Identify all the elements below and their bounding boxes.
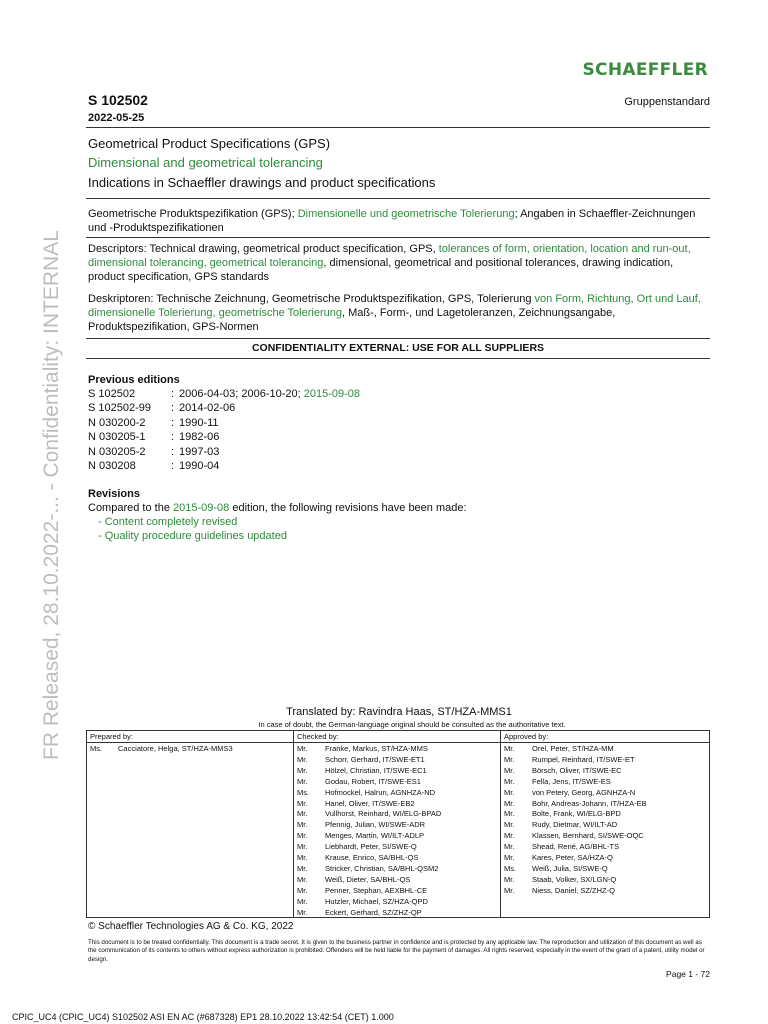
descriptors-part: Descriptors: Technical drawing, geometrical product specification, GPS, [88, 243, 439, 255]
edition-dates-text: 1997-03 [179, 445, 220, 458]
footer-metadata: CPIC_UC4 (CPIC_UC4) S102502 ASI EN AC (#687328) EP1 28.10.2022 13:42:54 (CET) 1.000 [12, 1012, 394, 1022]
previous-editions-heading: Previous editions [88, 374, 180, 386]
signatory-name: Liebhardt, Peter, SI/SWE-Q [325, 842, 417, 852]
schaeffler-logo: SCHAEFFLER [582, 60, 708, 80]
signatory-salutation: Mr. [297, 798, 308, 808]
edition-separator: : [171, 460, 175, 472]
divider [86, 237, 710, 238]
approved-by-column [501, 731, 709, 917]
edition-code: N 030200-2 [88, 416, 146, 429]
signatory-name: Klassen, Bernhard, SI/SWE-OQC [532, 831, 644, 841]
signatory-name: Rudy, Dietmar, WI/ILT-AD [532, 820, 618, 830]
edition-dates [179, 417, 219, 429]
signatory-name: Shead, René, AG/BHL-TS [532, 842, 620, 852]
signatory-salutation: Mr. [504, 744, 515, 753]
signatory-name: Cacciatore, Helga, ST/HZA-MMS3 [118, 744, 233, 753]
signatory-salutation: Mr. [504, 765, 515, 775]
signatory-name: Orel, Peter, ST/HZA-MM [532, 744, 614, 753]
signatory-name: Godau, Robert, IT/SWE-ES1 [325, 776, 421, 786]
signatory-name: Niess, Daniel, SZ/ZHZ-Q [532, 885, 615, 895]
document-number: S 102502 [88, 92, 148, 108]
signatory-name: von Petery, Georg, AGNHZA-N [532, 787, 636, 797]
signatory-salutation: Mr. [297, 896, 308, 906]
title-line-2: Dimensional and geometrical tolerancing [88, 155, 323, 170]
signatory-name: Eckert, Gerhard, SZ/ZHZ-QP [325, 907, 422, 917]
signatory-name: Fella, Jens, IT/SWE-ES [532, 776, 611, 786]
signatory-salutation: Mr. [504, 820, 515, 830]
divider [86, 338, 710, 339]
edition-dates-text: 1990-04 [179, 460, 220, 472]
signatory-salutation: Mr. [504, 787, 515, 797]
descriptors-part: , Maß-, Form-, und Lagetoleranzen, Zeichnungsangabe, Produktspezifikation, GPS-Normen [88, 307, 616, 333]
signatory-name: Börsch, Oliver, IT/SWE-EC [532, 765, 622, 775]
signatory-salutation: Ms. [297, 787, 310, 797]
edition-dates-text: 1990-11 [179, 416, 219, 429]
edition-code: S 102502 [88, 388, 136, 400]
signatory-salutation: Mr. [297, 776, 308, 786]
signatory-salutation: Mr. [297, 863, 308, 873]
divider [294, 742, 500, 743]
disclaimer: This document is to be treated confidentially. This document is a trade secret. It is given to the business partner in confidence and is protected by any applicable law. The reproduction and utilization of this document as well as the communication of its contents to others without express authorization is prohibited. Offenders will be held liable for the payment of damages. All rights reserved, especially in the event of the grant of a patent, utility model or design. [88, 939, 705, 963]
divider [87, 742, 293, 743]
edition-separator: : [171, 445, 175, 458]
signatures-table [86, 730, 710, 918]
prepared-by-column [87, 731, 294, 917]
signatory-name: Weiß, Dieter, SA/BHL-QS [325, 874, 411, 884]
signatory-name: Kares, Peter, SA/HZA-Q [532, 853, 613, 862]
edition-separator: : [171, 431, 175, 444]
signatory-salutation: Mr. [297, 885, 308, 895]
signatory-name: Staab, Volker, SX/LGN-Q [532, 874, 617, 884]
edition-code: N 030205-2 [88, 445, 146, 458]
descriptors-german [88, 292, 710, 334]
revisions-heading: Revisions [88, 488, 140, 500]
edition-separator: : [171, 388, 175, 400]
signatory-salutation: Mr. [297, 765, 308, 775]
edition-separator: : [171, 402, 175, 415]
copyright: © Schaeffler Technologies AG & Co. KG, 2022 [88, 921, 294, 932]
edition-dates-text: 2014-02-06 [179, 402, 236, 415]
title-line-1: Geometrical Product Specifications (GPS) [88, 136, 331, 151]
descriptors-highlight: tolerances of form, orientation, location and run-out, dimensional tolerancing, geometrical tolerancing [88, 243, 691, 269]
edition-separator: : [171, 416, 175, 429]
signatory-salutation: Mr. [297, 820, 308, 830]
signatory-name: Krause, Enrico, SA/BHL-QS [325, 853, 419, 862]
signatory-name: Weiß, Julia, SI/SWE-Q [532, 863, 608, 873]
confidentiality-watermark: FR Released, 28.10.2022-... - Confidentiality: INTERNAL [40, 230, 63, 760]
signatory-salutation: Mr. [297, 853, 308, 862]
signatory-name: Franke, Markus, ST/HZA-MMS [325, 744, 428, 753]
signatory-salutation: Mr. [297, 842, 308, 852]
signatory-name: Pfennig, Julian, WI/SWE-ADR [325, 820, 426, 830]
approved-by-label: Approved by: [504, 732, 549, 741]
signatory-name: Penner, Stephan, AEXBHL-CE [325, 885, 428, 895]
signatory-name: Bolte, Frank, WI/ELG-BPD [532, 809, 621, 819]
translated-by: Translated by: Ravindra Haas, ST/HZA-MMS1 [286, 706, 512, 718]
edition-code: S 102502-99 [88, 402, 151, 415]
descriptors-highlight: von Form, Richtung, Ort und Lauf, dimensionelle Tolerierung, geometrische Tolerierung [88, 293, 701, 319]
edition-dates [179, 388, 360, 400]
signatory-salutation: Mr. [297, 874, 308, 884]
descriptors-english [88, 242, 710, 284]
signatory-salutation: Mr. [297, 907, 308, 917]
signatory-salutation: Mr. [297, 831, 308, 841]
edition-dates [179, 431, 219, 443]
signatory-salutation: Mr. [504, 776, 515, 786]
doubt-note: In case of doubt, the German-language original should be consulted as the authoritative text. [258, 720, 566, 729]
divider [86, 358, 710, 359]
revisions-intro [88, 502, 467, 514]
divider [501, 742, 709, 743]
divider [86, 127, 710, 128]
edition-dates [179, 460, 219, 472]
signatory-salutation: Mr. [504, 754, 515, 764]
signatory-salutation: Mr. [504, 885, 515, 895]
checked-by-column [294, 731, 501, 917]
revisions-intro-date: 2015-09-08 [173, 502, 230, 514]
prepared-by-label: Prepared by: [90, 732, 133, 741]
edition-dates [179, 402, 235, 414]
signatory-salutation: Mr. [297, 744, 308, 753]
signatory-salutation: Mr. [504, 798, 515, 808]
german-title-part: ; Angaben in Schaeffler-Zeichnungen und -Produktspezifikationen [88, 208, 696, 234]
group-standard-label: Gruppenstandard [624, 96, 710, 108]
document-date: 2022-05-25 [88, 112, 145, 124]
revision-item: - Content completely revised [98, 516, 238, 528]
edition-code: N 030208 [88, 460, 136, 472]
signatory-name: Hutzler, Michael, SZ/HZA-QPD [325, 896, 428, 906]
signatory-name: Hanel, Oliver, IT/SWE-EB2 [325, 798, 415, 808]
signatory-salutation: Mr. [504, 853, 515, 862]
revision-item: - Quality procedure guidelines updated [98, 530, 287, 542]
german-title-highlight: Dimensionelle und geometrische Tolerierung [297, 208, 515, 220]
confidentiality-banner: CONFIDENTIALITY EXTERNAL: USE FOR ALL SUPPLIERS [251, 342, 545, 354]
german-title-part: Geometrische Produktspezifikation (GPS); [88, 208, 298, 220]
signatory-salutation: Mr. [504, 831, 515, 841]
edition-dates-highlight: 2015-09-08 [303, 388, 361, 400]
signatory-salutation: Mr. [504, 874, 515, 884]
signatory-salutation: Mr. [504, 842, 515, 852]
signatory-name: Hölzel, Christian, IT/SWE-EC1 [325, 765, 427, 775]
revisions-intro-part: edition, the following revisions have been made: [229, 502, 467, 514]
edition-code: N 030205-1 [88, 431, 146, 444]
descriptors-part: Deskriptoren: Technische Zeichnung, Geometrische Produktspezifikation, GPS, Tolerierung [88, 293, 535, 305]
signatory-name: Menges, Martin, WI/ILT-ADLP [325, 831, 425, 841]
german-title [88, 207, 710, 235]
edition-dates-text: 1982-06 [179, 431, 220, 444]
divider [86, 198, 710, 199]
checked-by-label: Checked by: [297, 732, 339, 741]
page-number: Page 1 - 72 [666, 969, 710, 979]
edition-dates-text: 2006-04-03; 2006-10-20; [179, 388, 304, 400]
signatory-salutation: Mr. [504, 809, 515, 819]
signatory-name: Schorr, Gerhard, IT/SWE-ET1 [325, 754, 425, 764]
signatory-name: Stricker, Christian, SA/BHL-QSM2 [325, 863, 439, 873]
signatory-name: Rumpel, Reinhard, IT/SWE-ET [532, 754, 635, 764]
signatory-name: Bohr, Andreas-Johann, IT/HZA-EB [532, 798, 647, 808]
revisions-intro-part: Compared to the [88, 502, 173, 514]
signatory-salutation: Mr. [297, 809, 308, 819]
signatory-name: Hofmockel, Halrun, AGNHZA-ND [325, 787, 436, 797]
descriptors-part: , dimensional, geometrical and positional tolerances, drawing indication, product specification, GPS standards [88, 257, 674, 283]
signatory-salutation: Mr. [297, 754, 308, 764]
signatory-name: Vullhorst, Reinhard, WI/ELG-BPAD [325, 809, 442, 819]
signatory-salutation: Ms. [504, 863, 517, 873]
title-line-3: Indications in Schaeffler drawings and product specifications [88, 175, 436, 190]
signatory-salutation: Ms. [90, 744, 103, 753]
edition-dates [179, 446, 219, 458]
